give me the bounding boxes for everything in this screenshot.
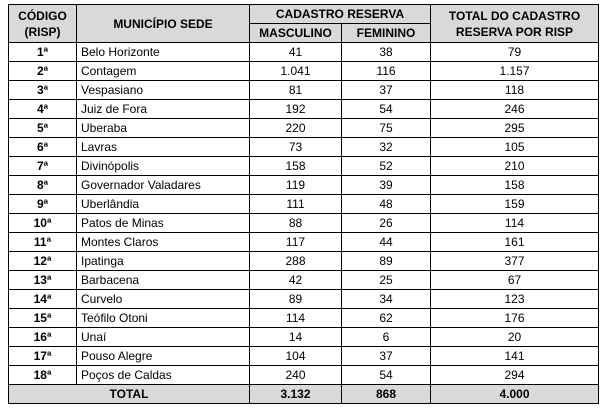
- cell-codigo: 8ª: [9, 176, 77, 195]
- cell-municipio: Governador Valadares: [77, 176, 250, 195]
- cell-codigo: 6ª: [9, 138, 77, 157]
- cell-masculino: 158: [250, 157, 342, 176]
- cell-codigo: 1ª: [9, 43, 77, 62]
- cell-feminino: 32: [342, 138, 431, 157]
- cell-municipio: Uberlândia: [77, 195, 250, 214]
- cell-feminino: 26: [342, 214, 431, 233]
- cell-municipio: Divinópolis: [77, 157, 250, 176]
- header-municipio: MUNICÍPIO SEDE: [77, 5, 250, 43]
- cell-codigo: 10ª: [9, 214, 77, 233]
- header-feminino: FEMININO: [342, 24, 431, 43]
- cell-feminino: 6: [342, 328, 431, 347]
- cell-feminino: 89: [342, 252, 431, 271]
- cell-masculino: 73: [250, 138, 342, 157]
- table-row: [9, 328, 599, 347]
- table-row: [9, 62, 599, 81]
- cell-masculino: 42: [250, 271, 342, 290]
- cell-feminino: 48: [342, 195, 431, 214]
- cell-masculino: 240: [250, 366, 342, 385]
- table-row: [9, 366, 599, 385]
- cell-masculino: 220: [250, 119, 342, 138]
- cell-total: 161: [431, 233, 599, 252]
- table-row: [9, 252, 599, 271]
- cell-total: 105: [431, 138, 599, 157]
- cell-codigo: 16ª: [9, 328, 77, 347]
- cell-codigo: 12ª: [9, 252, 77, 271]
- cell-codigo: 9ª: [9, 195, 77, 214]
- cell-masculino: 117: [250, 233, 342, 252]
- table-row: [9, 81, 599, 100]
- cell-codigo: 13ª: [9, 271, 77, 290]
- cell-municipio: Pouso Alegre: [77, 347, 250, 366]
- table-row: [9, 119, 599, 138]
- cell-total: 176: [431, 309, 599, 328]
- cell-feminino: 25: [342, 271, 431, 290]
- cell-feminino: 54: [342, 366, 431, 385]
- cell-municipio: Patos de Minas: [77, 214, 250, 233]
- table-row: [9, 100, 599, 119]
- cell-codigo: 18ª: [9, 366, 77, 385]
- cell-feminino: 52: [342, 157, 431, 176]
- table-row: [9, 157, 599, 176]
- total-label: TOTAL: [9, 385, 250, 404]
- cell-masculino: 192: [250, 100, 342, 119]
- cell-feminino: 75: [342, 119, 431, 138]
- cell-total: 210: [431, 157, 599, 176]
- cell-total: 246: [431, 100, 599, 119]
- table-row: [9, 214, 599, 233]
- cell-municipio: Unaí: [77, 328, 250, 347]
- cell-masculino: 288: [250, 252, 342, 271]
- cell-total: 1.157: [431, 62, 599, 81]
- cell-municipio: Ipatinga: [77, 252, 250, 271]
- header-codigo-line1: CÓDIGO: [18, 8, 67, 23]
- cell-masculino: 111: [250, 195, 342, 214]
- cell-total: 377: [431, 252, 599, 271]
- cell-municipio: Contagem: [77, 62, 250, 81]
- cell-feminino: 37: [342, 81, 431, 100]
- table-row: [9, 195, 599, 214]
- cell-masculino: 114: [250, 309, 342, 328]
- cell-municipio: Teófilo Otoni: [77, 309, 250, 328]
- table-row: [9, 309, 599, 328]
- total-geral: 4.000: [431, 385, 599, 404]
- cadastro-reserva-table: [8, 4, 599, 404]
- cell-total: 118: [431, 81, 599, 100]
- cell-total: 20: [431, 328, 599, 347]
- cell-municipio: Vespasiano: [77, 81, 250, 100]
- cell-municipio: Barbacena: [77, 271, 250, 290]
- cell-total: 159: [431, 195, 599, 214]
- table-header: [9, 5, 599, 43]
- cell-codigo: 17ª: [9, 347, 77, 366]
- total-row: [9, 385, 599, 404]
- header-total-cadastro: [431, 5, 599, 43]
- cell-codigo: 11ª: [9, 233, 77, 252]
- cell-total: 295: [431, 119, 599, 138]
- cell-codigo: 15ª: [9, 309, 77, 328]
- table-row: [9, 290, 599, 309]
- cell-total: 158: [431, 176, 599, 195]
- cell-total: 123: [431, 290, 599, 309]
- cell-feminino: 38: [342, 43, 431, 62]
- cell-feminino: 34: [342, 290, 431, 309]
- header-codigo-line2: (RISP): [24, 24, 61, 39]
- table-body: [9, 43, 599, 385]
- cell-feminino: 44: [342, 233, 431, 252]
- cell-total: 79: [431, 43, 599, 62]
- cell-municipio: Juiz de Fora: [77, 100, 250, 119]
- table-row: [9, 43, 599, 62]
- cell-codigo: 3ª: [9, 81, 77, 100]
- cell-codigo: 2ª: [9, 62, 77, 81]
- cell-masculino: 104: [250, 347, 342, 366]
- cell-total: 114: [431, 214, 599, 233]
- cell-codigo: 7ª: [9, 157, 77, 176]
- cell-masculino: 88: [250, 214, 342, 233]
- cell-masculino: 1.041: [250, 62, 342, 81]
- cell-masculino: 41: [250, 43, 342, 62]
- cell-total: 67: [431, 271, 599, 290]
- cell-codigo: 5ª: [9, 119, 77, 138]
- cell-municipio: Lavras: [77, 138, 250, 157]
- total-feminino: 868: [342, 385, 431, 404]
- cell-masculino: 119: [250, 176, 342, 195]
- cell-masculino: 14: [250, 328, 342, 347]
- table-row: [9, 271, 599, 290]
- cell-municipio: Curvelo: [77, 290, 250, 309]
- table-row: [9, 347, 599, 366]
- cell-codigo: 14ª: [9, 290, 77, 309]
- cell-feminino: 116: [342, 62, 431, 81]
- header-masculino: MASCULINO: [250, 24, 342, 43]
- cell-masculino: 81: [250, 81, 342, 100]
- header-codigo: [9, 5, 77, 43]
- total-masculino: 3.132: [250, 385, 342, 404]
- header-total-line2: RESERVA POR RISP: [455, 24, 574, 39]
- cell-feminino: 39: [342, 176, 431, 195]
- cell-feminino: 37: [342, 347, 431, 366]
- cell-masculino: 89: [250, 290, 342, 309]
- cell-municipio: Belo Horizonte: [77, 43, 250, 62]
- cell-municipio: Montes Claros: [77, 233, 250, 252]
- table-row: [9, 176, 599, 195]
- cell-total: 294: [431, 366, 599, 385]
- table-row: [9, 233, 599, 252]
- cell-feminino: 54: [342, 100, 431, 119]
- header-cadastro-reserva: CADASTRO RESERVA: [250, 5, 431, 24]
- cell-municipio: Poços de Caldas: [77, 366, 250, 385]
- cell-total: 141: [431, 347, 599, 366]
- header-total-line1: TOTAL DO CADASTRO: [448, 8, 581, 23]
- cell-codigo: 4ª: [9, 100, 77, 119]
- table-row: [9, 138, 599, 157]
- cell-feminino: 62: [342, 309, 431, 328]
- cell-municipio: Uberaba: [77, 119, 250, 138]
